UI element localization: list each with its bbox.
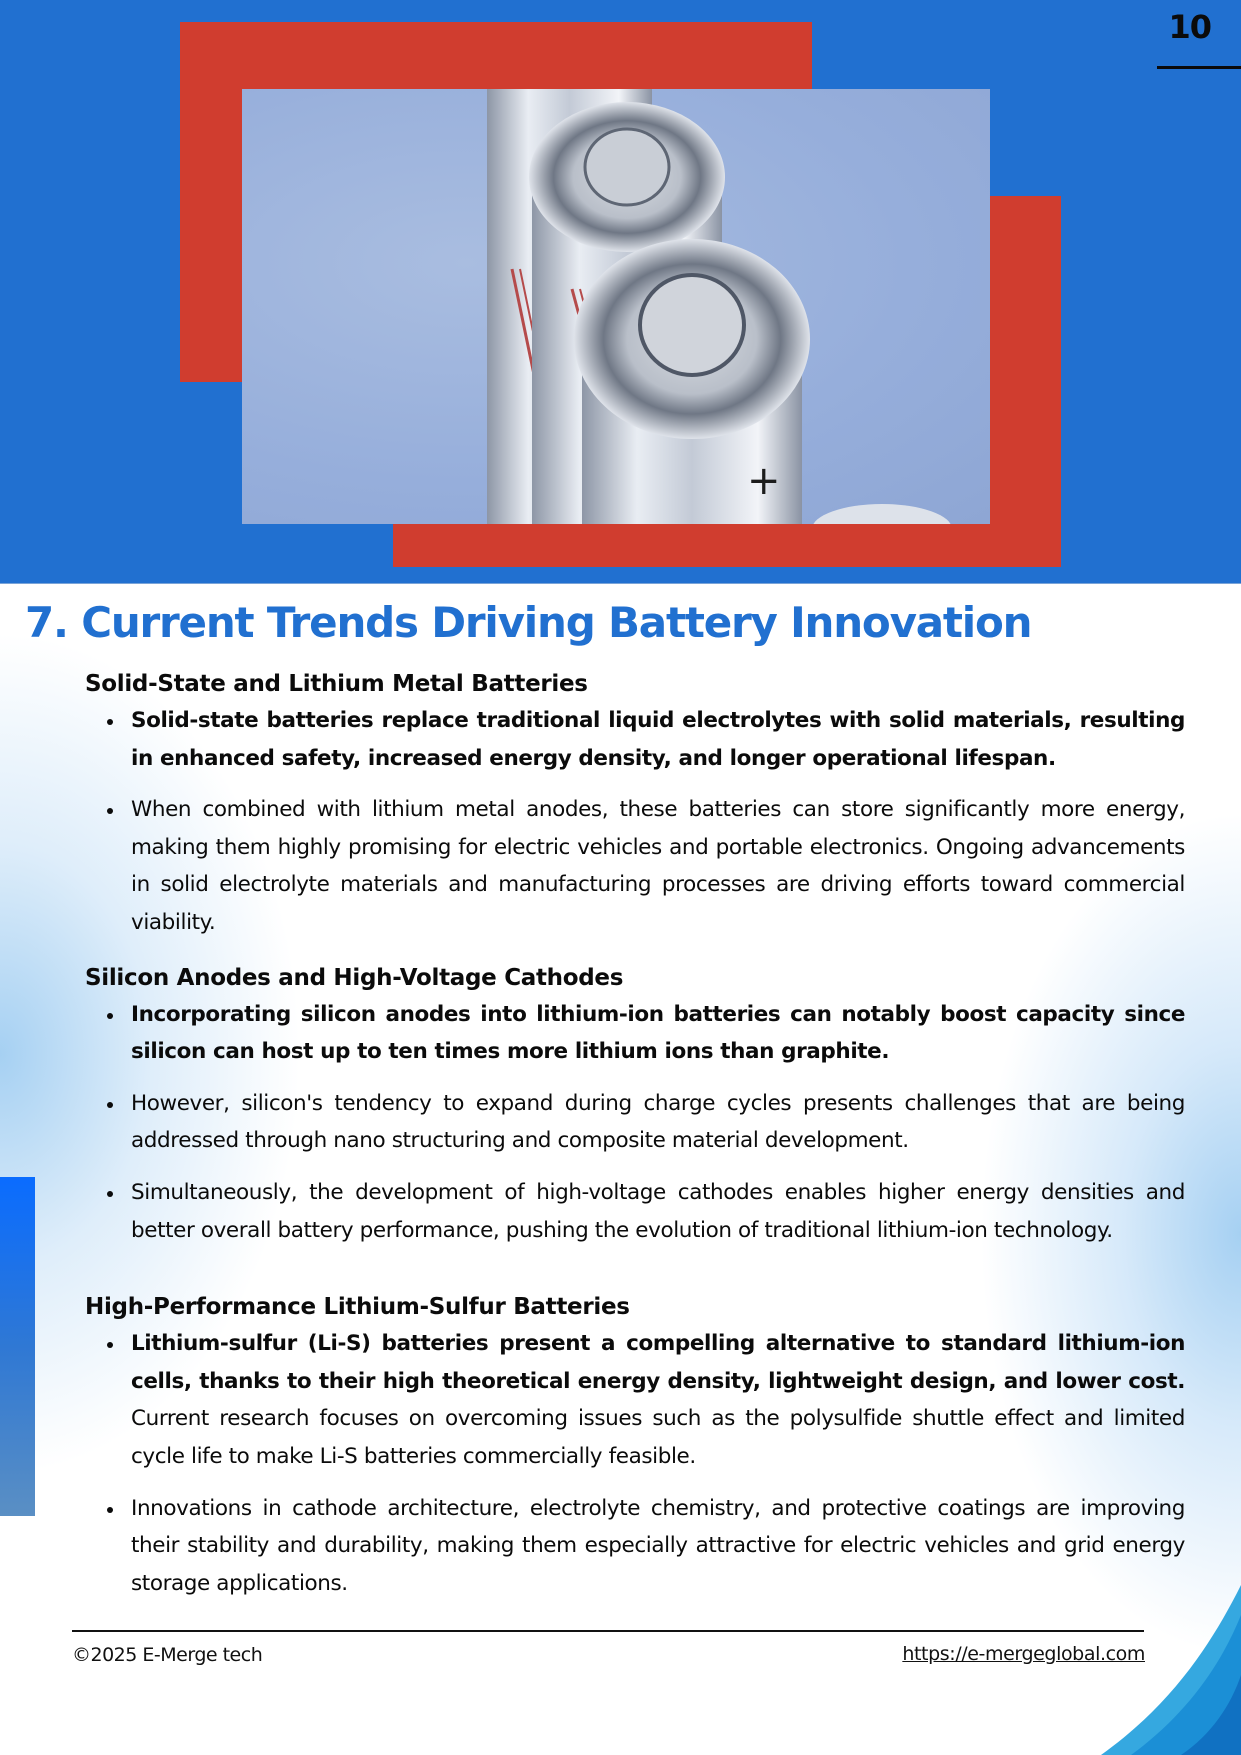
bullet-text: Innovations in cathode architecture, electrolyte chemistry, and protective coatings are improving their stability and durability, making them especially attractive for electric vehicles and grid energy storage applications. xyxy=(131,1495,1185,1596)
footer-divider xyxy=(72,1630,1144,1632)
subsection-heading: High-Performance Lithium-Sulfur Batteries xyxy=(85,1294,630,1321)
bullet-list xyxy=(85,1325,1185,1602)
list-item xyxy=(85,1490,1185,1603)
decorative-swoosh-icon xyxy=(1061,1585,1241,1755)
svg-text:+: + xyxy=(747,458,781,504)
footer-copyright: ©2025 E-Merge tech xyxy=(72,1644,263,1666)
subsection-silicon-anodes xyxy=(85,960,1185,1250)
battery-illustration-icon xyxy=(242,89,990,524)
list-item xyxy=(85,1325,1185,1475)
subsection-heading: Solid-State and Lithium Metal Batteries xyxy=(85,671,588,697)
list-item xyxy=(85,791,1185,941)
bullet-text: Simultaneously, the development of high-voltage cathodes enables higher energy densities and better overall battery performance, pushing the evolution of traditional lithium-ion technology. xyxy=(131,1179,1185,1243)
list-item xyxy=(85,1085,1185,1160)
footer-website-link[interactable]: https://e-mergeglobal.com xyxy=(902,1643,1145,1665)
section-title: 7. Current Trends Driving Battery Innovation xyxy=(25,598,1032,647)
list-item xyxy=(85,1174,1185,1249)
bullet-text: Current research focuses on overcoming issues such as the polysulfide shuttle effect and limited cycle life to make Li-S batteries commercially feasible. xyxy=(131,1406,1185,1469)
subsection-lithium-sulfur xyxy=(85,1289,1185,1602)
list-item xyxy=(85,996,1185,1071)
bullet-bold-text: Incorporating silicon anodes into lithium-ion batteries can notably boost capacity since silicon can host up to ten times more lithium ions than graphite. xyxy=(131,1001,1185,1065)
hero-image xyxy=(242,89,990,524)
page-number: 10 xyxy=(1168,8,1211,46)
bullet-list xyxy=(85,996,1185,1250)
bullet-text: When combined with lithium metal anodes, these batteries can store significantly more energy, making them highly promising for electric vehicles and portable electronics. Ongoing advancements in solid electrolyte materials and manufacturing processes are driving efforts toward commercial viability. xyxy=(131,797,1185,935)
header-band xyxy=(0,0,1241,584)
bullet-bold-text: Lithium-sulfur (Li-S) batteries present a compelling alternative to standard lithium-ion cells, thanks to their high theoretical energy density, lightweight design, and lower cost. xyxy=(131,1331,1185,1394)
left-accent-bar xyxy=(0,1177,35,1516)
section-content xyxy=(85,666,1185,1602)
bullet-list xyxy=(85,702,1185,942)
bullet-text: However, silicon's tendency to expand during charge cycles presents challenges that are being addressed through nano structuring and composite material development. xyxy=(131,1090,1185,1154)
list-item xyxy=(85,702,1185,777)
page-number-underline xyxy=(1157,66,1241,69)
bullet-bold-text: Solid-state batteries replace traditional liquid electrolytes with solid materials, resulting in enhanced safety, increased energy density, and longer operational lifespan. xyxy=(131,708,1185,771)
subsection-solid-state xyxy=(85,666,1185,942)
subsection-heading: Silicon Anodes and High-Voltage Cathodes xyxy=(85,964,624,991)
